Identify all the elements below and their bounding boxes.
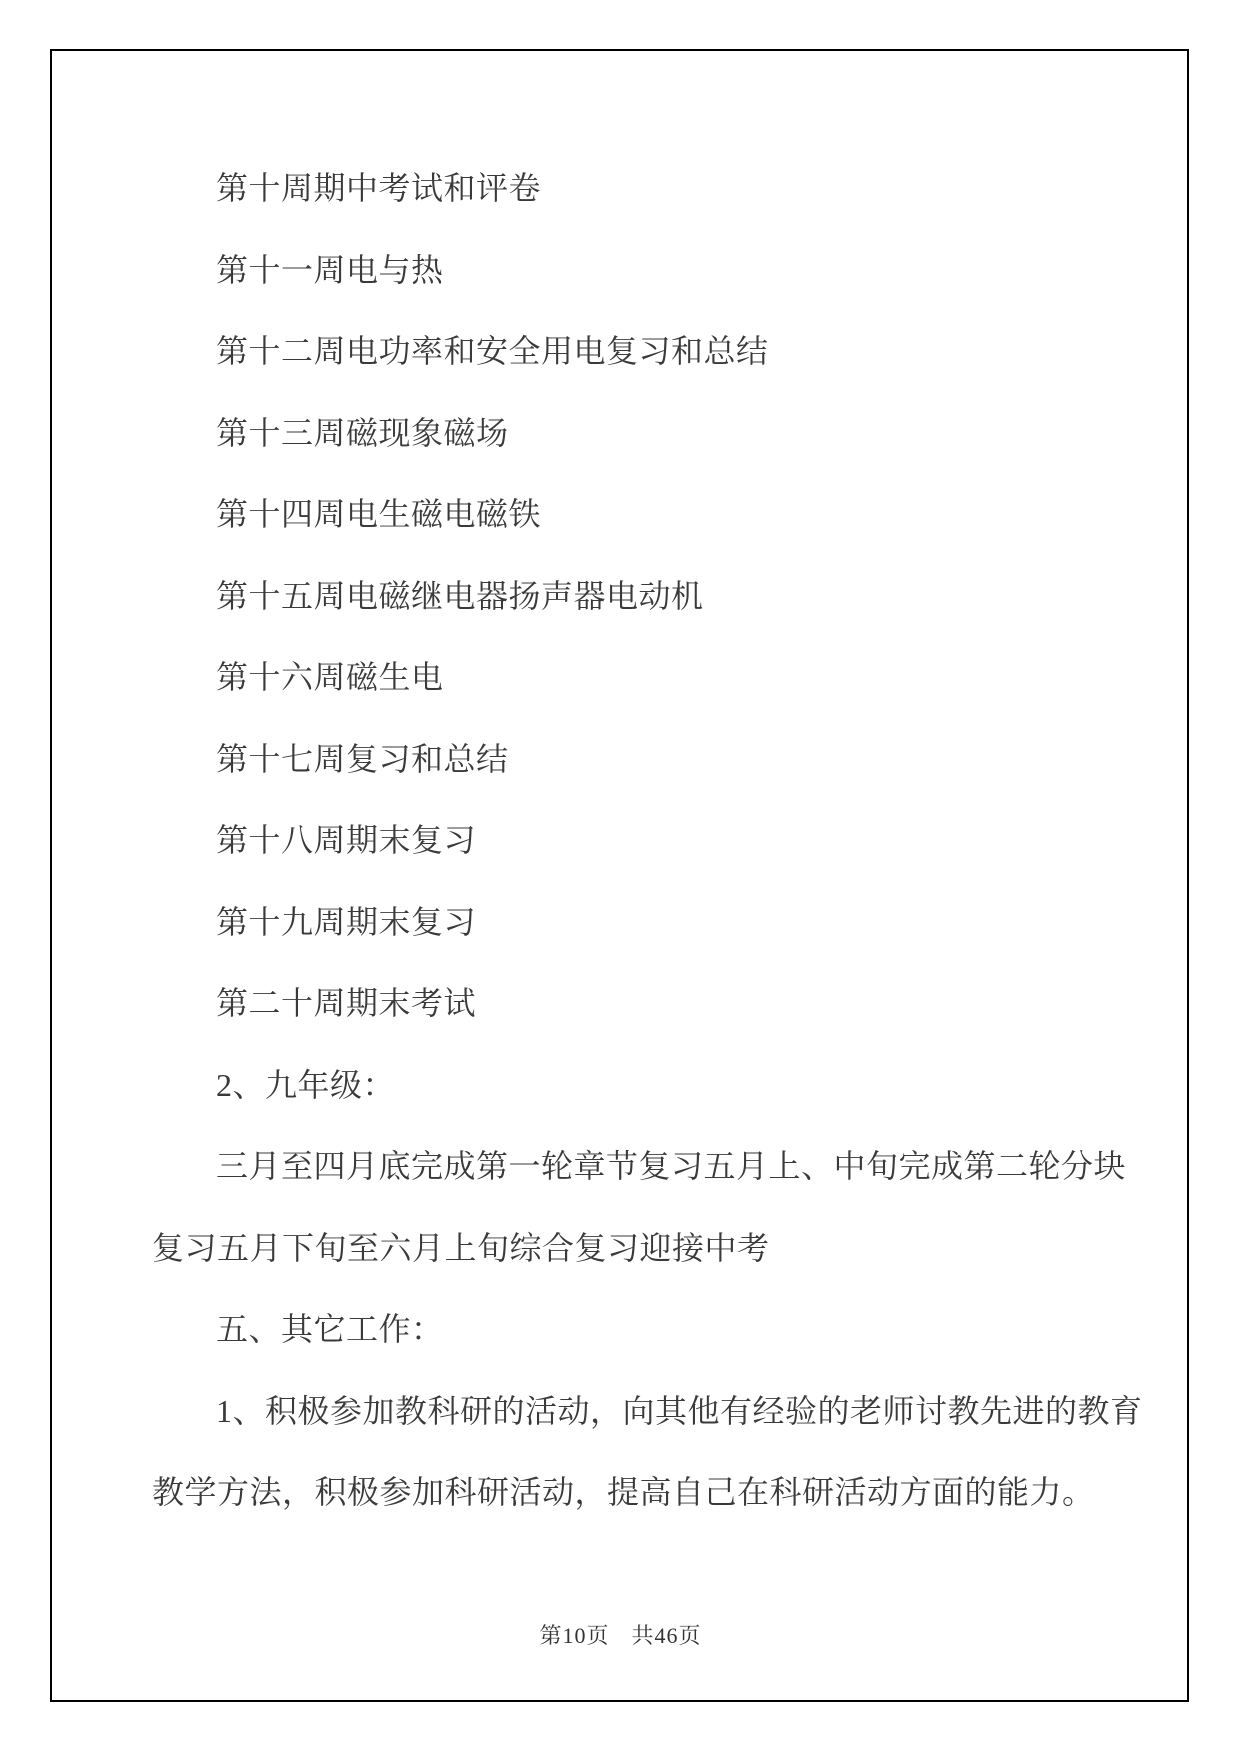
text-line: 2、九年级： bbox=[216, 1066, 396, 1103]
text-line: 第二十周期末考试 bbox=[216, 985, 477, 1021]
total-pages-label: 共46页 bbox=[631, 1623, 702, 1648]
page-footer bbox=[0, 1624, 1241, 1648]
document-body bbox=[152, 148, 1152, 1534]
text-line: 第十六周磁生电 bbox=[216, 659, 444, 695]
text-line: 1、积极参加教科研的活动，向其他有经验的老师讨教先进的教育 bbox=[216, 1392, 1143, 1429]
text-line: 第十二周电功率和安全用电复习和总结 bbox=[216, 333, 769, 369]
text-line: 第十八周期末复习 bbox=[216, 822, 477, 858]
text-line: 五、其它工作： bbox=[216, 1311, 444, 1347]
text-line: 复习五月下旬至六月上旬综合复习迎接中考 bbox=[152, 1229, 770, 1266]
text-line: 三月至四月底完成第一轮章节复习五月上、中旬完成第二轮分块 bbox=[216, 1148, 1127, 1184]
text-line: 第十三周磁现象磁场 bbox=[216, 414, 509, 451]
text-line: 第十七周复习和总结 bbox=[216, 740, 509, 777]
text-line: 第十一周电与热 bbox=[216, 251, 444, 288]
text-line: 第十五周电磁继电器扬声器电动机 bbox=[216, 577, 704, 614]
current-page-label: 第10页 bbox=[539, 1623, 610, 1648]
text-line: 第十四周电生磁电磁铁 bbox=[216, 496, 542, 532]
text-line: 教学方法，积极参加科研活动，提高自己在科研活动方面的能力。 bbox=[152, 1474, 1095, 1510]
text-line: 第十周期中考试和评卷 bbox=[216, 170, 542, 206]
text-line: 第十九周期末复习 bbox=[216, 903, 477, 940]
